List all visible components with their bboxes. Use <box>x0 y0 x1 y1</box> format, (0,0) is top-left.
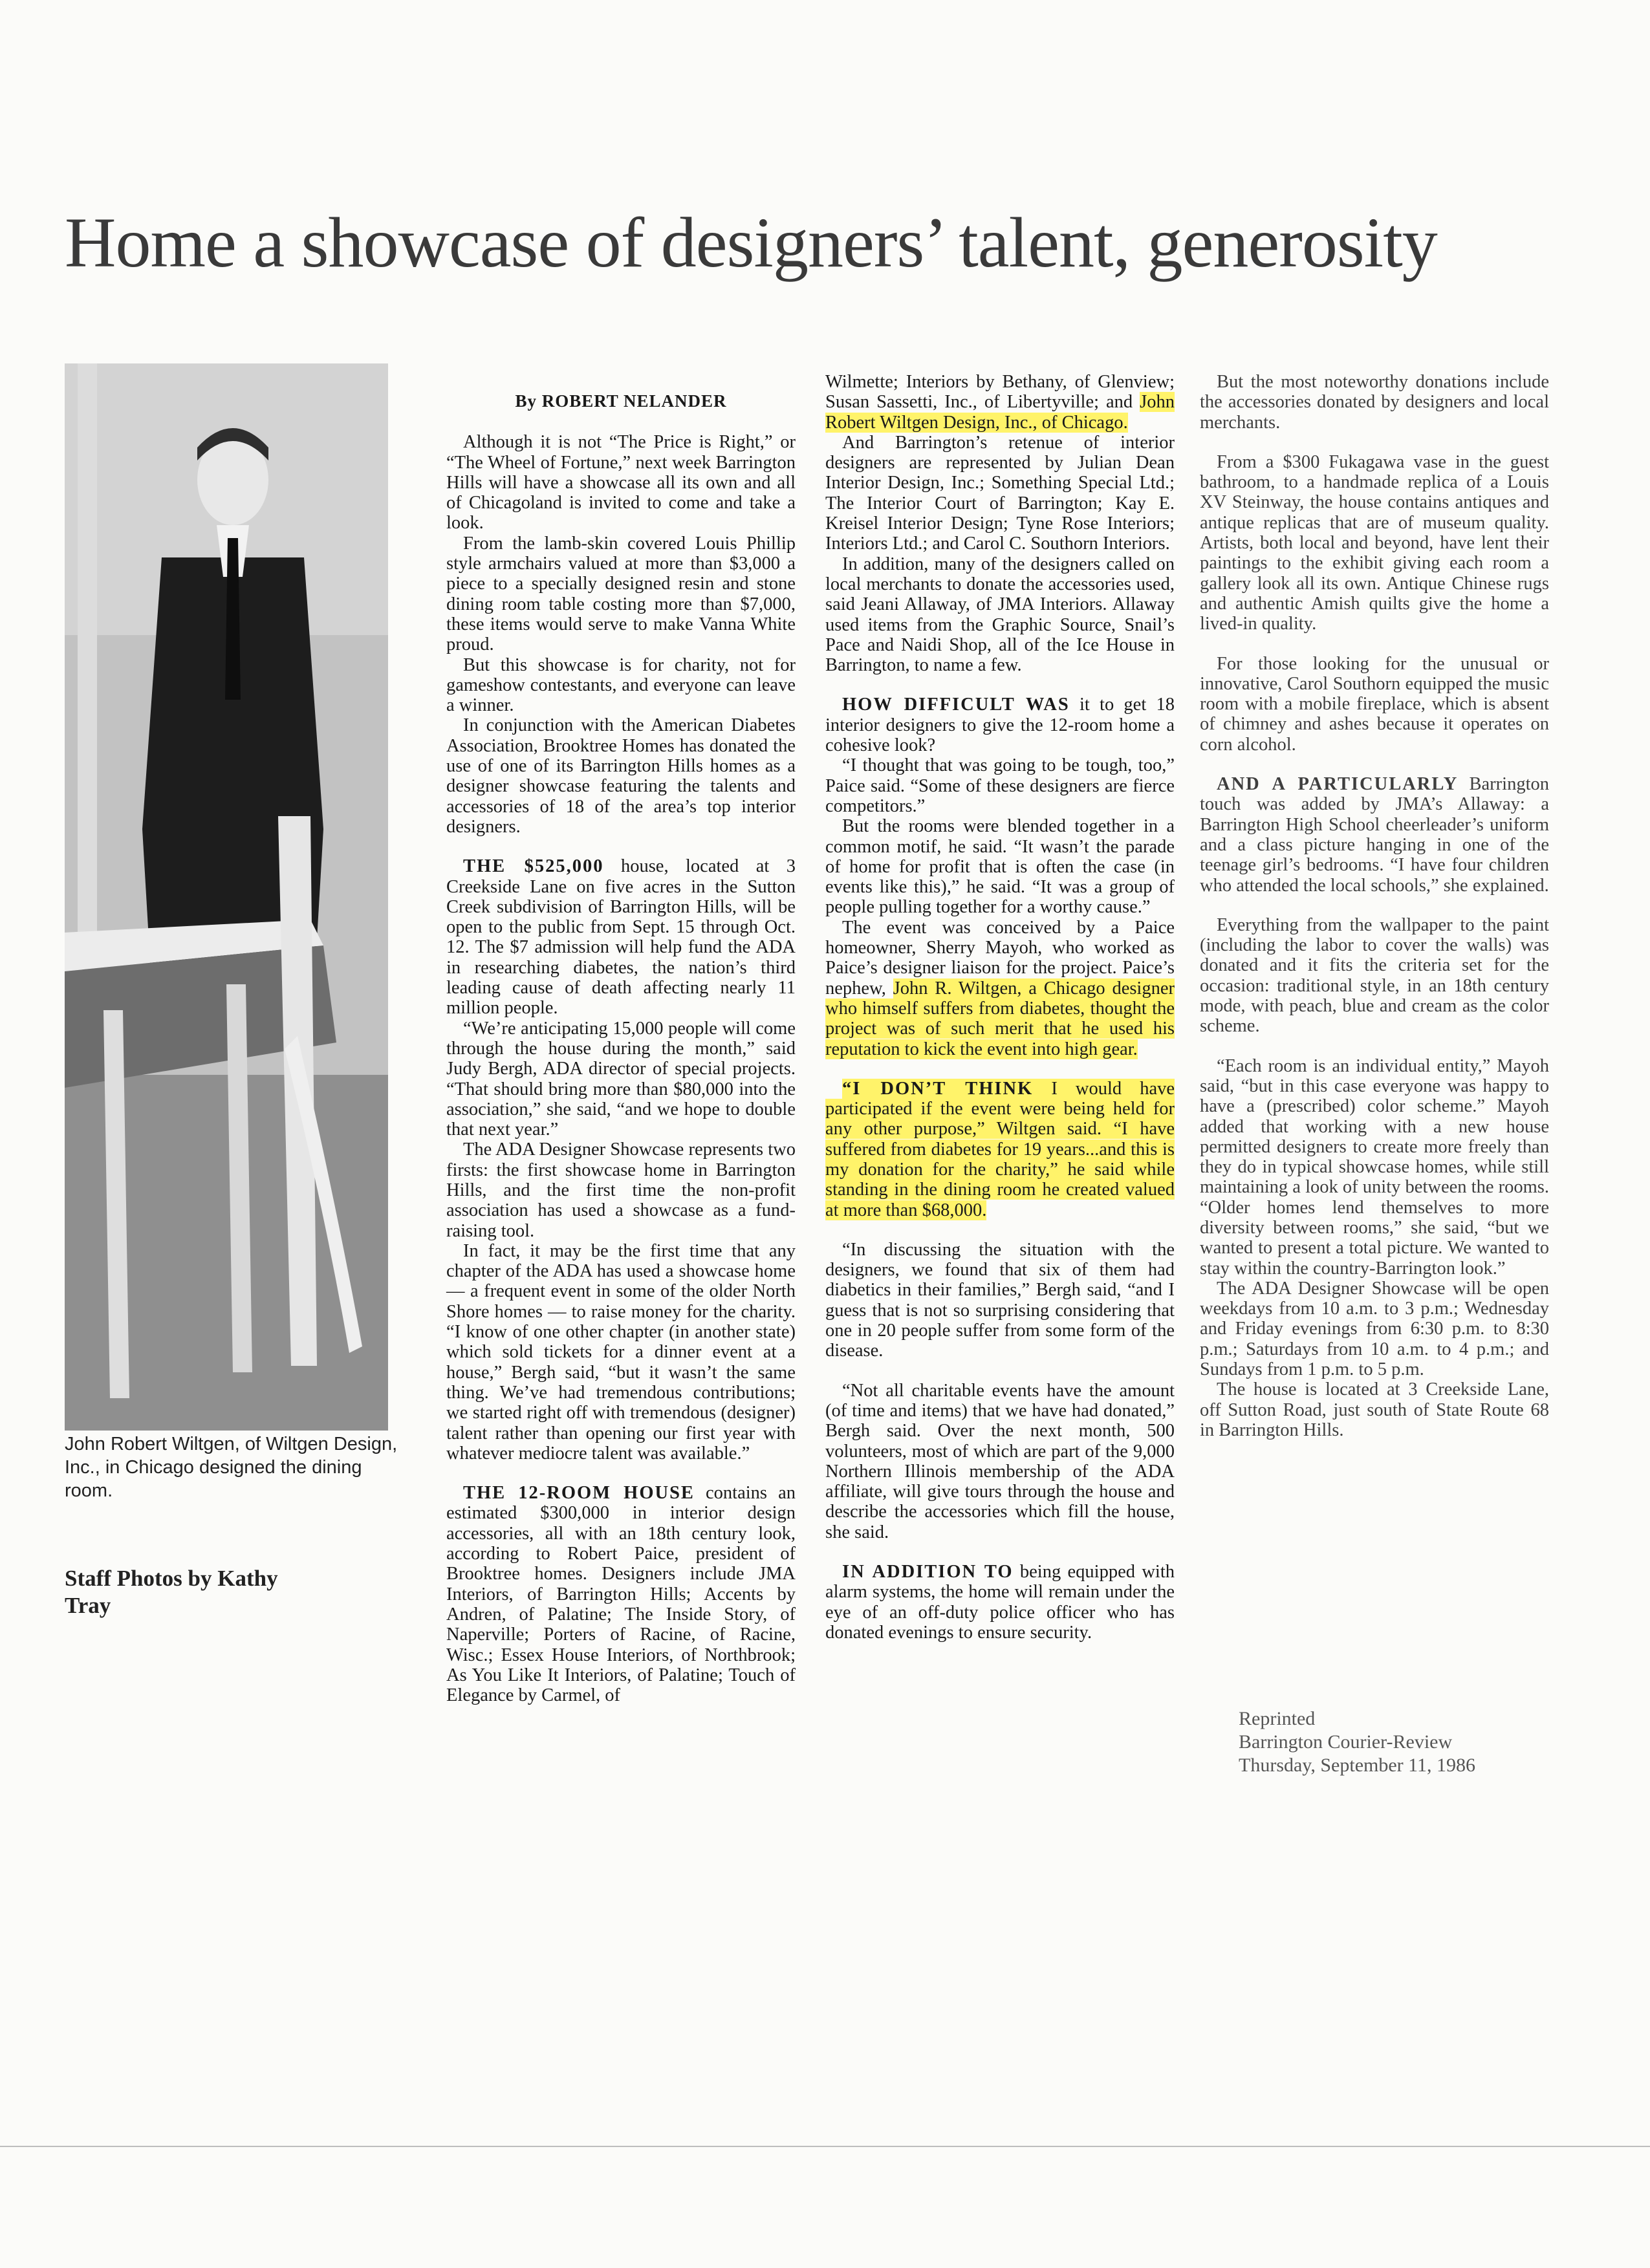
byline: By ROBERT NELANDER <box>515 391 727 411</box>
subhead: “I DON’T THINK <box>842 1078 1034 1099</box>
paragraph: “We’re anticipating 15,000 people will come through the house during the month,” said Judy Bergh, ADA director of special projects. “That should bring more than $80,000 into the association,” she said, “and we hope to double that next year.” <box>446 1018 796 1140</box>
paragraph <box>446 1483 796 1705</box>
reprint-label: Reprinted <box>1239 1708 1316 1729</box>
paragraph: The ADA Designer Showcase represents two firsts: the first showcase home in Barrington Hills, and the first time the non-profit association has used a showcase as a fund-raising tool. <box>446 1139 796 1241</box>
page-divider <box>0 2146 1650 2147</box>
paragraph: But this showcase is for charity, not for gameshow contestants, and everyone can leave a winner. <box>446 654 796 716</box>
paragraph-text: house, located at 3 Creekside Lane on five acres in the Sutton Creek subdivision of Barrington Hills, will be open to the public from Sept. 15 through Oct. 12. The $7 admission will help fund the ADA in researching diabetes, the nation’s third leading cause of death affecting nearly 11 million people. <box>446 856 796 1019</box>
article-column-3 <box>1200 372 1549 1440</box>
paragraph-text: it to get 18 interior designers to give the 12-room home a cohesive look? <box>825 695 1175 756</box>
paragraph: But the most noteworthy donations include the accessories donated by designers and local merchants. <box>1200 372 1549 433</box>
paragraph-text: The event was conceived by a Paice homeowner, Sherry Mayoh, who worked as Paice’s designer liaison for the project. Paice’s nephew, <box>825 917 1175 999</box>
paragraph-text: being equipped with alarm systems, the home will remain under the eye of an off-duty police officer who has donated evenings to ensure security. <box>825 1562 1175 1643</box>
subhead: AND A PARTICULARLY <box>1217 774 1459 795</box>
photo-credit: Staff Photos by Kathy Tray <box>65 1566 278 1618</box>
paragraph: And Barrington’s retenue of interior designers are represented by Julian Dean Interior Design, Inc.; Something Special Ltd.; The Interior Court of Barrington; Kay E. Kreisel Interior Design; Tyne Rose Interiors; Interiors Ltd.; and Carol C. Southorn Interiors. <box>825 432 1175 554</box>
paragraph <box>446 856 796 1018</box>
photo-wiltgen <box>65 363 388 1431</box>
paragraph: From the lamb-skin covered Louis Phillip style armchairs valued at more than $3,000 a piece to a specially designed resin and stone dining room table costing more than $7,000, these items would serve to make Vanna White proud. <box>446 533 796 655</box>
paragraph-text: contains an estimated $300,000 in interior design accessories, all with an 18th century look, according to Robert Paice, president of Brooktree homes. Designers include JMA Interiors, of Barrington Hills; Accents by Andren, of Palatine; The Inside Story, of Naperville; Porters of Racine, of Racine, Wisc.; Essex House Interiors, of Northbrook; As You Like It Interiors, of Palatine; Touch of Elegance by Carmel, of <box>446 1483 796 1706</box>
photo-caption: John Robert Wiltgen, of Wiltgen Design, Inc., in Chicago designed the dining room. <box>65 1434 398 1501</box>
article-column-2 <box>825 372 1175 1643</box>
paragraph <box>825 1562 1175 1643</box>
highlighted-text: John Robert Wiltgen Design, Inc., of Chicago. <box>825 392 1175 433</box>
paragraph: “Not all charitable events have the amount (of time and items) that we have had donated,” Bergh said. Over the next month, 500 volunteers, most of which are part of the 9,000 Northern Illinois membership of the ADA affiliate, will give tours through the house and describe the accessories which fill the house, she said. <box>825 1380 1175 1542</box>
reprint-notice <box>1239 1707 1562 1777</box>
subhead: THE 12-ROOM HOUSE <box>463 1483 695 1504</box>
paragraph-text: Barrington touch was added by JMA’s Allaway: a Barrington High School cheerleader’s uniform and a class picture hanging in one of the teenage girl’s bedrooms. “I have four children who attended the local schools,” she explained. <box>1200 774 1549 896</box>
paragraph <box>825 918 1175 1059</box>
paragraph-text: Wilmette; Interiors by Bethany, of Glenview; Susan Sassetti, Inc., of Libertyville; and <box>825 372 1175 413</box>
highlighted-text: John R. Wiltgen, a Chicago designer who himself suffers from diabetes, thought the project was of such merit that he used his reputation to kick the event into high gear. <box>825 978 1175 1059</box>
paragraph: For those looking for the unusual or innovative, Carol Southorn equipped the music room with a mobile fireplace, which is absent of chimney and ashes because it operates on corn alcohol. <box>1200 653 1549 755</box>
paragraph <box>825 1079 1175 1220</box>
paragraph: But the rooms were blended together in a common motif, he said. “It wasn’t the parade of home for profit that is often the case (in events like this),” he said. “It was a group of people pulling together for a worthy cause.” <box>825 816 1175 918</box>
paragraph: “In discussing the situation with the designers, we found that six of them had diabetics in their families,” Bergh said, “and I guess that is not so surprising considering that one in 20 people suffer from some form of the disease. <box>825 1239 1175 1361</box>
paragraph: The house is located at 3 Creekside Lane, off Sutton Road, just south of State Route 68 in Barrington Hills. <box>1200 1379 1549 1440</box>
paragraph: Although it is not “The Price is Right,” or “The Wheel of Fortune,” next week Barrington Hills will have a showcase all its own and all of Chicagoland is invited to come and take a look. <box>446 432 796 534</box>
photo-illustration <box>65 363 388 1431</box>
paragraph: “I thought that was going to be tough, too,” Paice said. “Some of these designers are fierce competitors.” <box>825 755 1175 816</box>
highlighted-text: I would have participated if the event were being held for any other purpose,” Wiltgen said. “I have suffered from diabetes for 19 years...and this is my donation for the charity,” he said while standing in the dining room he created valued at more than $68,000. <box>825 1078 1175 1220</box>
subhead: THE $525,000 <box>463 856 604 877</box>
paragraph: In fact, it may be the first time that any chapter of the ADA has used a showcase home — a frequent event in some of the older North Shore homes — to raise money for the charity. “I know of one other chapter (in another state) which sold tickets for a dinner event at a house,” Bergh said, “but it wasn’t the same thing. We’ve had tremendous contributions; we started right off with tremendous (designer) talent rather than opening our first year with whatever mediocre talent was available.” <box>446 1240 796 1463</box>
reprint-publication: Barrington Courier-Review <box>1239 1731 1453 1753</box>
paragraph: From a $300 Fukagawa vase in the guest bathroom, to a handmade replica of a Louis XV Steinway, the house contains antiques and antique replicas that are of museum quality. Artists, both local and beyond, have lent their paintings to the exhibit giving each room a gallery look all its own. Antique Chinese rugs and authentic Amish quilts give the home a lived-in quality. <box>1200 451 1549 634</box>
paragraph: “Each room is an individual entity,” Mayoh said, “but in this case everyone was happy to have a (prescribed) color scheme.” Mayoh added that working with a new house permitted designers to create more freely than they do in typical showcase homes, while still maintaining a look of unity between the rooms. “Older homes lend themselves to more diversity between rooms,” she said, “but we wanted to present a total picture. We wanted to stay within the country-Barrington look.” <box>1200 1055 1549 1279</box>
paragraph <box>825 372 1175 433</box>
headline: Home a showcase of designers’ talent, generosity <box>65 203 1437 282</box>
reprint-date: Thursday, September 11, 1986 <box>1239 1755 1476 1776</box>
paragraph <box>825 695 1175 755</box>
paragraph: In addition, many of the designers called on local merchants to donate the accessories used, said Jeani Allaway, of JMA Interiors. Allaway used items from the Graphic Source, Snail’s Pace and Naidi Shop, all of the Ice House in Barrington, to name a few. <box>825 554 1175 676</box>
paragraph: The ADA Designer Showcase will be open weekdays from 10 a.m. to 3 p.m.; Wednesday and Friday evenings from 6:30 p.m. to 8:30 p.m.; Saturdays from 10 a.m. to 4 p.m.; and Sundays from 1 p.m. to 5 p.m. <box>1200 1278 1549 1380</box>
paragraph <box>1200 774 1549 896</box>
paragraph: In conjunction with the American Diabetes Association, Brooktree Homes has donated the use of one of its Barrington Hills homes as a designer showcase featuring the talents and accessories of 18 of the area’s top interior designers. <box>446 715 796 837</box>
subhead: HOW DIFFICULT WAS <box>842 695 1070 715</box>
article-column-1 <box>446 365 796 1705</box>
subhead: IN ADDITION TO <box>842 1562 1014 1582</box>
paragraph: Everything from the wallpaper to the paint (including the labor to cover the walls) was donated and it fits the criteria set for the occasion: traditional style, in an 18th century mode, with peach, blue and cream as the color scheme. <box>1200 914 1549 1037</box>
